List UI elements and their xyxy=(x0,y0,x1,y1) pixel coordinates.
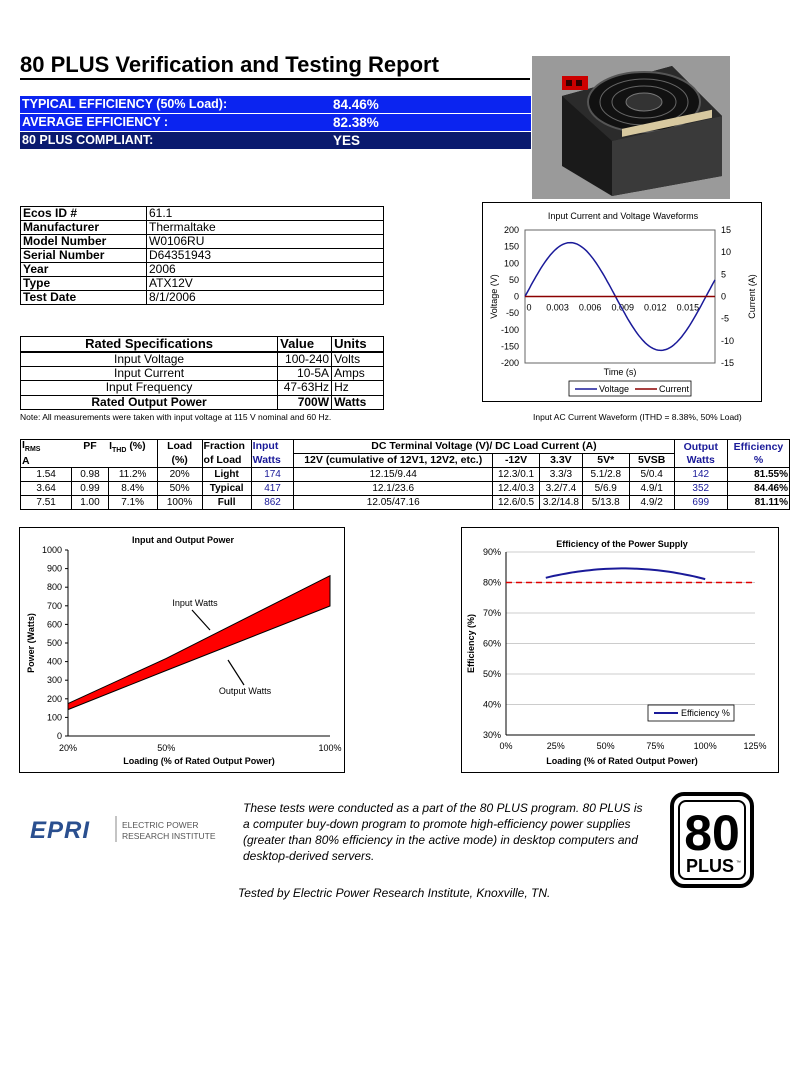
header-12v: 12V (cumulative of 12V1, 12V2, etc.) xyxy=(294,454,493,468)
x-tick-label: 20% xyxy=(58,743,78,753)
header-dc-terminal: DC Terminal Voltage (V)/ DC Load Current (A) xyxy=(294,440,674,454)
y-tick-label: 0 xyxy=(56,731,62,741)
cell-irms: 7.51 xyxy=(21,496,72,510)
typical-efficiency-value: 84.46% xyxy=(333,97,379,112)
cell-v5sb: 5/0.4 xyxy=(629,468,674,482)
x-tick-label: 0 xyxy=(526,302,532,313)
y-tick-label: 800 xyxy=(46,582,62,593)
table-row xyxy=(21,496,790,510)
rated-row xyxy=(21,381,384,396)
info-value: D64351943 xyxy=(147,249,384,263)
y-tick-label: -100 xyxy=(500,324,519,335)
program-description: These tests were conducted as a part of the 80 PLUS program. 80 PLUS is a computer buy-down program to promote high-efficiency power supplies (greater than 80% efficiency in the active mode) in desktop computers and desktop-derived servers. xyxy=(243,801,643,863)
info-key: Serial Number xyxy=(21,249,147,263)
y-tick-label: -200 xyxy=(500,358,519,368)
cell-load: 20% xyxy=(157,468,202,482)
cell-v5sb: 4.9/1 xyxy=(629,482,674,496)
cell-frac: Full xyxy=(202,496,251,510)
header-load-unit: (%) xyxy=(157,454,202,468)
y2-tick-label: 5 xyxy=(721,269,727,280)
y-tick-label: 100 xyxy=(503,258,519,269)
info-row xyxy=(21,235,384,249)
header-input: Input xyxy=(251,440,294,454)
cell-out: 699 xyxy=(674,496,727,510)
rated-spec: Input Voltage xyxy=(21,352,278,367)
power-supply-photo xyxy=(532,56,730,199)
y-tick-label: -150 xyxy=(500,341,519,352)
compliant-value: YES xyxy=(333,133,361,148)
power-chart-svg xyxy=(20,528,346,774)
y-tick-label: 300 xyxy=(46,675,62,686)
cell-eff: 81.11% xyxy=(727,496,789,510)
x-axis-label: Time (s) xyxy=(603,367,637,377)
cell-v5: 5.1/2.8 xyxy=(582,468,629,482)
results-header-row-1 xyxy=(21,440,790,454)
epri-logo xyxy=(30,812,220,846)
measurement-note: Note: All measurements were taken with input voltage at 115 V nominal and 60 Hz. xyxy=(20,412,332,422)
y2-tick-label: 10 xyxy=(721,247,732,258)
y-tick-label: 30% xyxy=(482,730,501,740)
x-tick-label: 25% xyxy=(546,741,565,751)
info-value: ATX12V xyxy=(147,277,384,291)
x-axis-label: Loading (% of Rated Output Power) xyxy=(123,756,275,766)
y2-tick-label: -15 xyxy=(721,358,735,368)
y2-tick-label: 15 xyxy=(721,225,732,235)
info-key: Model Number xyxy=(21,235,147,249)
x-tick-label: 0% xyxy=(499,741,513,751)
rated-header-value: Value xyxy=(278,337,332,352)
cell-v33: 3.3/3 xyxy=(540,468,583,482)
header-minus12v: -12V xyxy=(493,454,540,468)
info-row xyxy=(21,277,384,291)
y2-tick-label: -5 xyxy=(721,313,730,324)
cell-input: 174 xyxy=(251,468,294,482)
cell-v12: 12.1/23.6 xyxy=(294,482,493,496)
cell-v12: 12.15/9.44 xyxy=(294,468,493,482)
y-axis-label: Efficiency (%) xyxy=(466,613,476,674)
x-tick-label: 100% xyxy=(693,741,717,751)
cell-v5sb: 4.9/2 xyxy=(629,496,674,510)
y-tick-label: 900 xyxy=(46,563,62,574)
y-tick-label: 600 xyxy=(46,619,62,630)
cell-ithd: 7.1% xyxy=(108,496,157,510)
y-tick-label: 500 xyxy=(46,638,62,648)
y-tick-label: 1000 xyxy=(41,545,62,555)
header-3v3: 3.3V xyxy=(540,454,583,468)
tested-by: Tested by Electric Power Research Institute, Knoxville, TN. xyxy=(238,886,551,900)
header-fraction-2: of Load xyxy=(202,454,251,468)
x-axis-label: Loading (% of Rated Output Power) xyxy=(546,756,698,766)
typical-efficiency-label: TYPICAL EFFICIENCY (50% Load): xyxy=(22,97,228,111)
info-value: W0106RU xyxy=(147,235,384,249)
rated-specifications-table xyxy=(20,336,384,410)
header-load: Load xyxy=(157,440,202,454)
cell-v5: 5/13.8 xyxy=(582,496,629,510)
average-efficiency-value: 82.38% xyxy=(333,115,379,130)
x-tick-label: 0.006 xyxy=(578,302,602,313)
cell-pf: 1.00 xyxy=(72,496,108,510)
x-tick-label: 100% xyxy=(318,743,342,753)
info-key: Ecos ID # xyxy=(21,207,147,221)
logo-tm: ™ xyxy=(736,860,741,866)
header-fraction: Fraction xyxy=(202,440,251,454)
rated-row xyxy=(21,395,384,410)
efficiency-chart-svg xyxy=(462,528,780,774)
cell-frac: Typical xyxy=(202,482,251,496)
compliant-row xyxy=(20,132,531,149)
rated-value: 100-240 xyxy=(278,352,332,367)
info-key: Test Date xyxy=(21,291,147,305)
y-axis-label: Voltage (V) xyxy=(489,274,499,319)
cell-v33: 3.2/14.8 xyxy=(540,496,583,510)
power-band xyxy=(68,576,330,710)
cell-load: 100% xyxy=(157,496,202,510)
annotation-output-watts: Output Watts xyxy=(218,686,272,696)
80-plus-logo xyxy=(670,792,754,888)
legend-label: Current xyxy=(659,384,690,394)
rated-value: 47-63Hz xyxy=(278,381,332,396)
table-row xyxy=(21,468,790,482)
cell-ithd: 8.4% xyxy=(108,482,157,496)
info-value: 61.1 xyxy=(147,207,384,221)
info-value: 2006 xyxy=(147,263,384,277)
rated-header-row xyxy=(21,337,384,352)
y-tick-label: 200 xyxy=(503,225,519,235)
cell-v33: 3.2/7.4 xyxy=(540,482,583,496)
waveform-chart xyxy=(482,202,762,402)
y-tick-label: 60% xyxy=(482,638,501,649)
header-output: Output Watts xyxy=(674,440,727,468)
y-tick-label: 100 xyxy=(46,712,62,723)
info-value: Thermaltake xyxy=(147,221,384,235)
x-tick-label: 50% xyxy=(596,741,615,751)
cell-out: 142 xyxy=(674,468,727,482)
cell-ithd: 11.2% xyxy=(108,468,157,482)
x-tick-label: 0.003 xyxy=(546,302,569,313)
y-tick-label: 200 xyxy=(46,693,62,704)
rated-value: 10-5A xyxy=(278,366,332,381)
waveform-chart-svg xyxy=(483,203,763,403)
efficiency-chart xyxy=(461,527,779,773)
rated-units: Volts xyxy=(332,352,384,367)
legend-label: Voltage xyxy=(599,384,630,394)
y-tick-label: 40% xyxy=(482,699,501,710)
chart-title: Input and Output Power xyxy=(132,535,234,545)
rated-units: Amps xyxy=(332,366,384,381)
info-row xyxy=(21,221,384,235)
rated-spec: Input Frequency xyxy=(21,381,278,396)
waveform-caption: Input AC Current Waveform (ITHD = 8.38%, 50% Load) xyxy=(533,412,742,422)
test-results-table xyxy=(20,439,790,510)
x-tick-label: 125% xyxy=(743,741,767,751)
compliant-label: 80 PLUS COMPLIANT: xyxy=(22,133,154,147)
x-tick-label: 50% xyxy=(157,743,176,753)
chart-title: Input Current and Voltage Waveforms xyxy=(547,211,699,221)
y-tick-label: -50 xyxy=(505,308,519,319)
info-row xyxy=(21,291,384,305)
table-row xyxy=(21,482,790,496)
cell-irms: 1.54 xyxy=(21,468,72,482)
info-row xyxy=(21,207,384,221)
annotation-arrow xyxy=(228,660,244,685)
annotation-arrow xyxy=(192,610,210,630)
info-value: 8/1/2006 xyxy=(147,291,384,305)
cell-m12: 12.3/0.1 xyxy=(493,468,540,482)
rated-value: 700W xyxy=(278,395,332,410)
cell-eff: 84.46% xyxy=(727,482,789,496)
epri-line-2: RESEARCH INSTITUTE xyxy=(122,831,216,841)
y-axis-label: Power (Watts) xyxy=(26,613,36,673)
y-tick-label: 700 xyxy=(46,600,62,611)
cell-input: 862 xyxy=(251,496,294,510)
efficiency-banner xyxy=(20,96,531,149)
y-tick-label: 50% xyxy=(482,669,501,679)
cell-v5: 5/6.9 xyxy=(582,482,629,496)
header-irms: $I_{RMS}$ A xyxy=(21,440,72,468)
legend-label: Efficiency % xyxy=(681,708,730,718)
rated-header-units: Units xyxy=(332,337,384,352)
power-chart xyxy=(19,527,345,773)
header-input-2: Watts xyxy=(251,454,294,468)
info-row xyxy=(21,263,384,277)
y2-axis-label: Current (A) xyxy=(747,274,757,319)
y-tick-label: 90% xyxy=(482,547,501,557)
x-tick-label: 0.009 xyxy=(611,302,634,313)
cell-eff: 81.55% xyxy=(727,468,789,482)
y-tick-label: 150 xyxy=(503,241,519,252)
epri-line-1: ELECTRIC POWER xyxy=(122,820,199,830)
cell-m12: 12.6/0.5 xyxy=(493,496,540,510)
info-key: Type xyxy=(21,277,147,291)
info-key: Year xyxy=(21,263,147,277)
epri-mark: EPRI xyxy=(30,817,91,844)
cell-input: 417 xyxy=(251,482,294,496)
header-5vsb: 5VSB xyxy=(629,454,674,468)
header-5v: 5V* xyxy=(582,454,629,468)
rated-spec: Rated Output Power xyxy=(21,395,278,410)
typical-efficiency-row xyxy=(20,96,531,113)
y-tick-label: 50 xyxy=(508,274,519,285)
rated-units: Watts xyxy=(332,395,384,410)
logo-number: 80 xyxy=(684,805,740,861)
unit-info-table xyxy=(20,206,384,305)
cell-v12: 12.05/47.16 xyxy=(294,496,493,510)
rated-header-spec: Rated Specifications xyxy=(21,337,278,352)
info-key: Manufacturer xyxy=(21,221,147,235)
x-tick-label: 0.012 xyxy=(644,302,667,313)
cell-irms: 3.64 xyxy=(21,482,72,496)
average-efficiency-label: AVERAGE EFFICIENCY : xyxy=(22,115,169,129)
y-tick-label: 80% xyxy=(482,577,501,588)
average-efficiency-row xyxy=(20,114,531,131)
header-ithd: $I_{THD}$ (%) xyxy=(108,440,157,468)
annotation-input-watts: Input Watts xyxy=(172,598,218,608)
y-tick-label: 0 xyxy=(513,291,519,302)
cell-m12: 12.4/0.3 xyxy=(493,482,540,496)
y-tick-label: 400 xyxy=(46,656,62,667)
cell-frac: Light xyxy=(202,468,251,482)
page-title: 80 PLUS Verification and Testing Report xyxy=(20,52,439,77)
rated-spec: Input Current xyxy=(21,366,278,381)
x-tick-label: 75% xyxy=(646,741,665,751)
y2-tick-label: 0 xyxy=(721,291,727,302)
rated-row xyxy=(21,366,384,381)
y-tick-label: 70% xyxy=(482,608,501,618)
cell-pf: 0.99 xyxy=(72,482,108,496)
rated-units: Hz xyxy=(332,381,384,396)
cell-pf: 0.98 xyxy=(72,468,108,482)
x-tick-label: 0.015 xyxy=(676,302,700,313)
cell-out: 352 xyxy=(674,482,727,496)
cell-load: 50% xyxy=(157,482,202,496)
header-efficiency: Efficiency % xyxy=(727,440,789,468)
y2-tick-label: -10 xyxy=(721,335,735,346)
header-pf: PF xyxy=(72,440,108,468)
chart-title: Efficiency of the Power Supply xyxy=(556,539,688,549)
info-row xyxy=(21,249,384,263)
title-rule xyxy=(20,78,530,80)
logo-word: PLUS xyxy=(685,856,735,876)
efficiency-line xyxy=(546,568,705,579)
rated-row xyxy=(21,352,384,367)
